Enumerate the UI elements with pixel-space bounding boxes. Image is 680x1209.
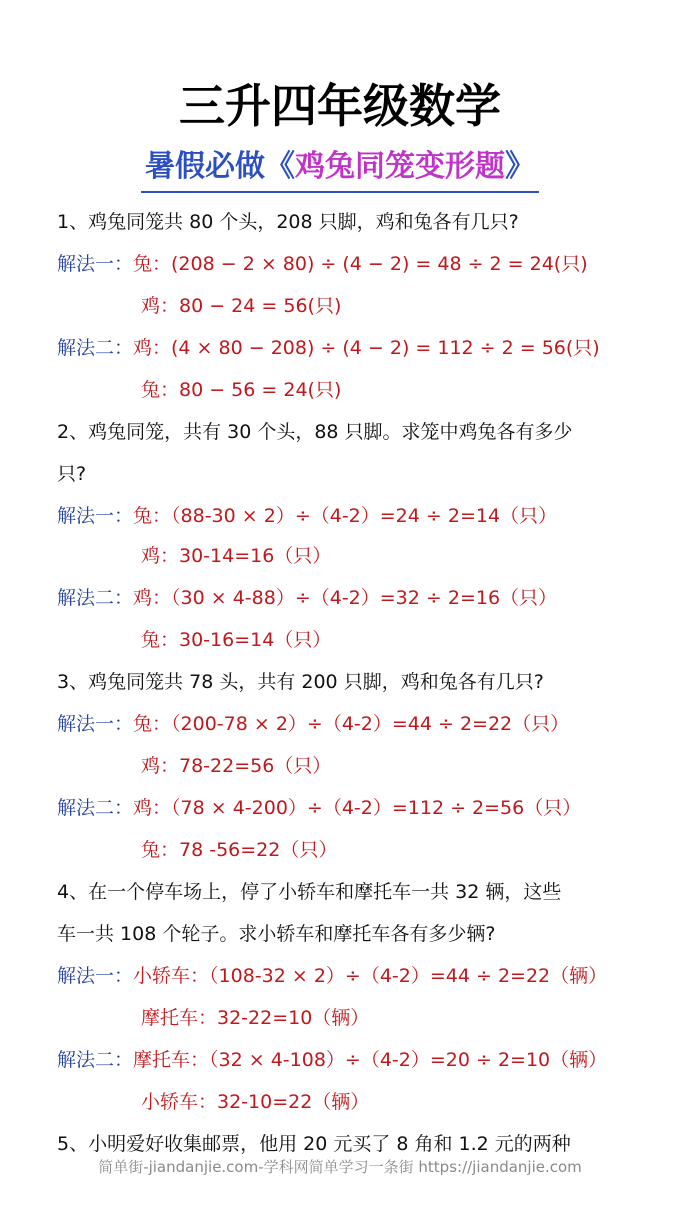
method-label: 解法二：: [57, 337, 134, 359]
page-title: 三升四年级数学: [179, 79, 501, 133]
page-subtitle: [0, 145, 680, 193]
problem-2-question-cont: 只?: [57, 463, 87, 485]
problem-2-method-1: [57, 503, 557, 529]
method-label: 解法一：: [57, 253, 134, 275]
answer-line: 小轿车：（108-32 × 2）÷（4-2）=44 ÷ 2=22（辆）: [133, 965, 608, 987]
problem-4-question: 4、在一个停车场上，停了小轿车和摩托车一共 32 辆，这些: [57, 881, 562, 903]
problem-1-method-1: [57, 251, 588, 277]
answer-line: 兔：（88-30 × 2）÷（4-2）=24 ÷ 2=14（只）: [133, 505, 558, 527]
problem-3-method-1-step-2: 鸡：78-22=56（只）: [141, 755, 332, 777]
subtitle-topic: 鸡兔同笼变形题: [295, 149, 505, 184]
problem-4-method-2-step-2: 小轿车：32-10=22（辆）: [141, 1091, 370, 1113]
problem-2-method-2-step-2: 兔：30-16=14（只）: [141, 629, 332, 651]
answer-line: 鸡：（78 × 4-200）÷（4-2）=112 ÷ 2=56（只）: [133, 797, 582, 819]
problem-4-method-2: [57, 1047, 607, 1073]
problem-1-method-2: [57, 335, 600, 361]
problem-2-question: 2、鸡兔同笼，共有 30 个头，88 只脚。求笼中鸡兔各有多少: [57, 421, 573, 443]
problem-1-question: 1、鸡兔同笼共 80 个头，208 只脚，鸡和兔各有几只?: [57, 211, 519, 233]
problem-4-method-1-step-2: 摩托车：32-22=10（辆）: [141, 1007, 370, 1029]
problem-2-method-1-step-2: 鸡：30-14=16（只）: [141, 545, 332, 567]
problem-4-question-cont: 车一共 108 个轮子。求小轿车和摩托车各有多少辆?: [57, 923, 496, 945]
problem-3-method-1: [57, 711, 569, 737]
method-label: 解法一：: [57, 713, 134, 735]
problem-1-method-2-step-2: 兔：80 − 56 = 24(只): [141, 379, 342, 401]
subtitle-underline: [141, 145, 539, 193]
problem-5-question: 5、小明爱好收集邮票，他用 20 元买了 8 角和 1.2 元的两种: [57, 1133, 571, 1155]
subtitle-prefix: 暑假必做《: [145, 149, 295, 184]
subtitle-suffix: 》: [505, 149, 535, 184]
method-label: 解法一：: [57, 505, 134, 527]
answer-line: 兔：(208 − 2 × 80) ÷ (4 − 2) = 48 ÷ 2 = 24(只): [133, 253, 588, 275]
method-label: 解法一：: [57, 965, 134, 987]
problem-1-method-1-step-2: 鸡：80 − 24 = 56(只): [141, 295, 342, 317]
method-label: 解法二：: [57, 797, 134, 819]
problem-4-method-1: [57, 963, 607, 989]
answer-line: 兔：（200-78 × 2）÷（4-2）=44 ÷ 2=22（只）: [133, 713, 570, 735]
method-label: 解法二：: [57, 587, 134, 609]
problem-3-method-2-step-2: 兔：78 -56=22（只）: [141, 839, 338, 861]
answer-line: 摩托车：（32 × 4-108）÷（4-2）=20 ÷ 2=10（辆）: [133, 1049, 608, 1071]
method-label: 解法二：: [57, 1049, 134, 1071]
answer-line: 鸡：（30 × 4-88）÷（4-2）=32 ÷ 2=16（只）: [133, 587, 558, 609]
problem-3-method-2: [57, 795, 581, 821]
problem-2-method-2: [57, 585, 557, 611]
footer-watermark: 简单街-jiandanjie.com-学科网简单学习一条街 https://jiandanjie.com: [98, 1158, 582, 1176]
problem-3-question: 3、鸡兔同笼共 78 头，共有 200 只脚，鸡和兔各有几只?: [57, 671, 544, 693]
answer-line: 鸡：(4 × 80 − 208) ÷ (4 − 2) = 112 ÷ 2 = 56(只): [133, 337, 600, 359]
